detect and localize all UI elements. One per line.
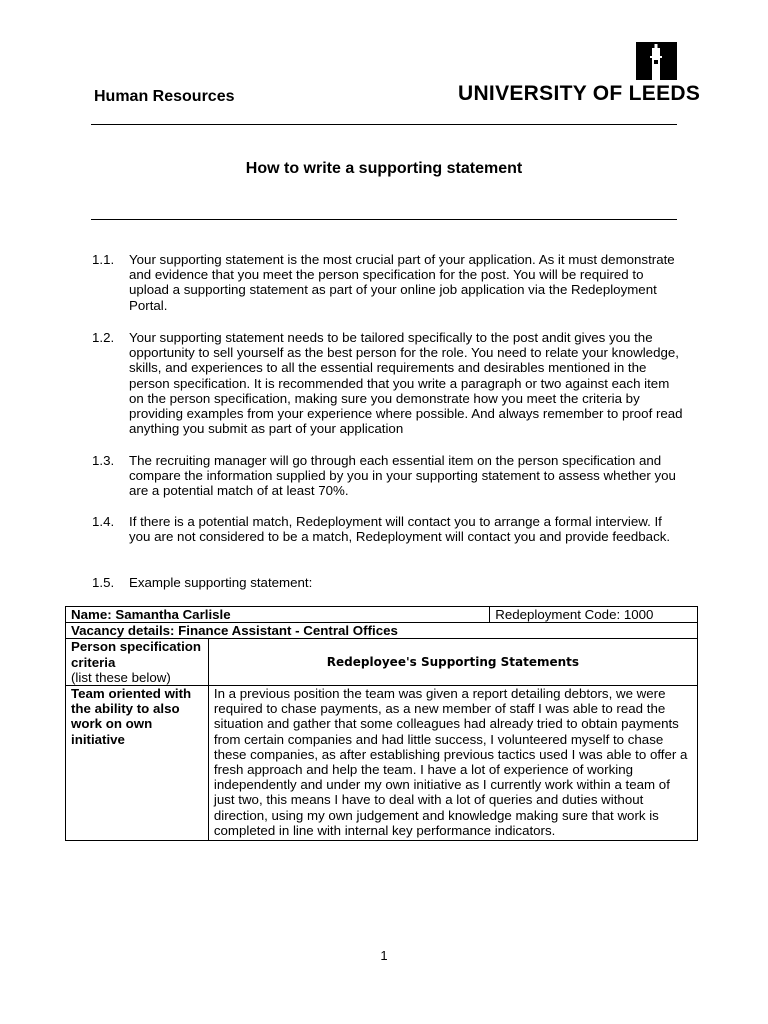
table-row [66,639,698,686]
paragraph-number: 1.1. [92,252,115,267]
table-row [66,607,698,623]
university-tower-icon [636,42,677,80]
criteria-header-cell [66,639,209,686]
paragraph-text: The recruiting manager will go through each essential item on the person specification and compare the information supplied by you in your supporting statement to assess whether you are a potential match of at least 70%. [129,453,676,499]
page-number: 1 [380,948,388,963]
vacancy-details-cell: Vacancy details: Finance Assistant - Central Offices [66,623,698,639]
table-row [66,686,698,841]
paragraph-number: 1.4. [92,514,115,529]
header-divider [91,124,677,125]
criteria-header-label: Person specification criteria [71,639,202,670]
paragraph-number: 1.5. [92,575,115,590]
statement-cell: In a previous position the team was given a report detailing debtors, we were required to chase payments, as a new member of staff I was able to read the situation and gather that some colleagues had already tried to obtain payments from certain companies and had little success, I volunteered myself to chase these companies, as after establishing previous tactics used I was able to offer a fresh approach and help the team. I have a lot of experience of working independently and under my own initiative as I currently work within a team of just two, this means I have to deal with a lot of queries and duties without direction, using my own judgement and knowledge making sure that work is completed in line with internal key performance indicators. [208,686,697,841]
paragraph-text: Your supporting statement needs to be tailored specifically to the post andit gives you the opportunity to sell yourself as the best person for the role. You need to relate your knowledge, skills, and experiences to all the essential requirements and desirables mentioned in the person specification. It is recommended that you write a paragraph or two against each item on the person specification, making sure you demonstrate how you meet the criteria by providing examples from your experience where possible. And always remember to proof read anything you submit as part of your application [129,330,683,437]
paragraph-number: 1.3. [92,453,115,468]
paragraph-text: Example supporting statement: [129,575,313,590]
page-title: How to write a supporting statement [245,160,523,177]
university-logo-text: UNIVERSITY OF LEEDS [458,82,701,105]
paragraph-number: 1.2. [92,330,115,345]
criterion-cell: Team oriented with the ability to also work on own initiative [66,686,209,841]
paragraph-text: If there is a potential match, Redeployment will contact you to arrange a formal interview. If you are not considered to be a match, Redeployment will contact you and provide feedback. [129,514,671,545]
department-heading: Human Resources [94,88,235,105]
example-statement-table [65,606,698,841]
table-row [66,623,698,639]
criteria-header-note: (list these below) [71,669,171,685]
statements-header-cell: Redeployee's Supporting Statements [208,639,697,686]
title-divider [91,219,677,220]
paragraph-text: Your supporting statement is the most crucial part of your application. As it must demonstrate and evidence that you meet the person specification for the post. You will be required to upload a supporting statement as part of your online job application via the Redeployment Portal. [129,252,675,313]
redeployment-code-cell: Redeployment Code: 1000 [490,607,698,623]
candidate-name-cell: Name: Samantha Carlisle [66,607,490,623]
